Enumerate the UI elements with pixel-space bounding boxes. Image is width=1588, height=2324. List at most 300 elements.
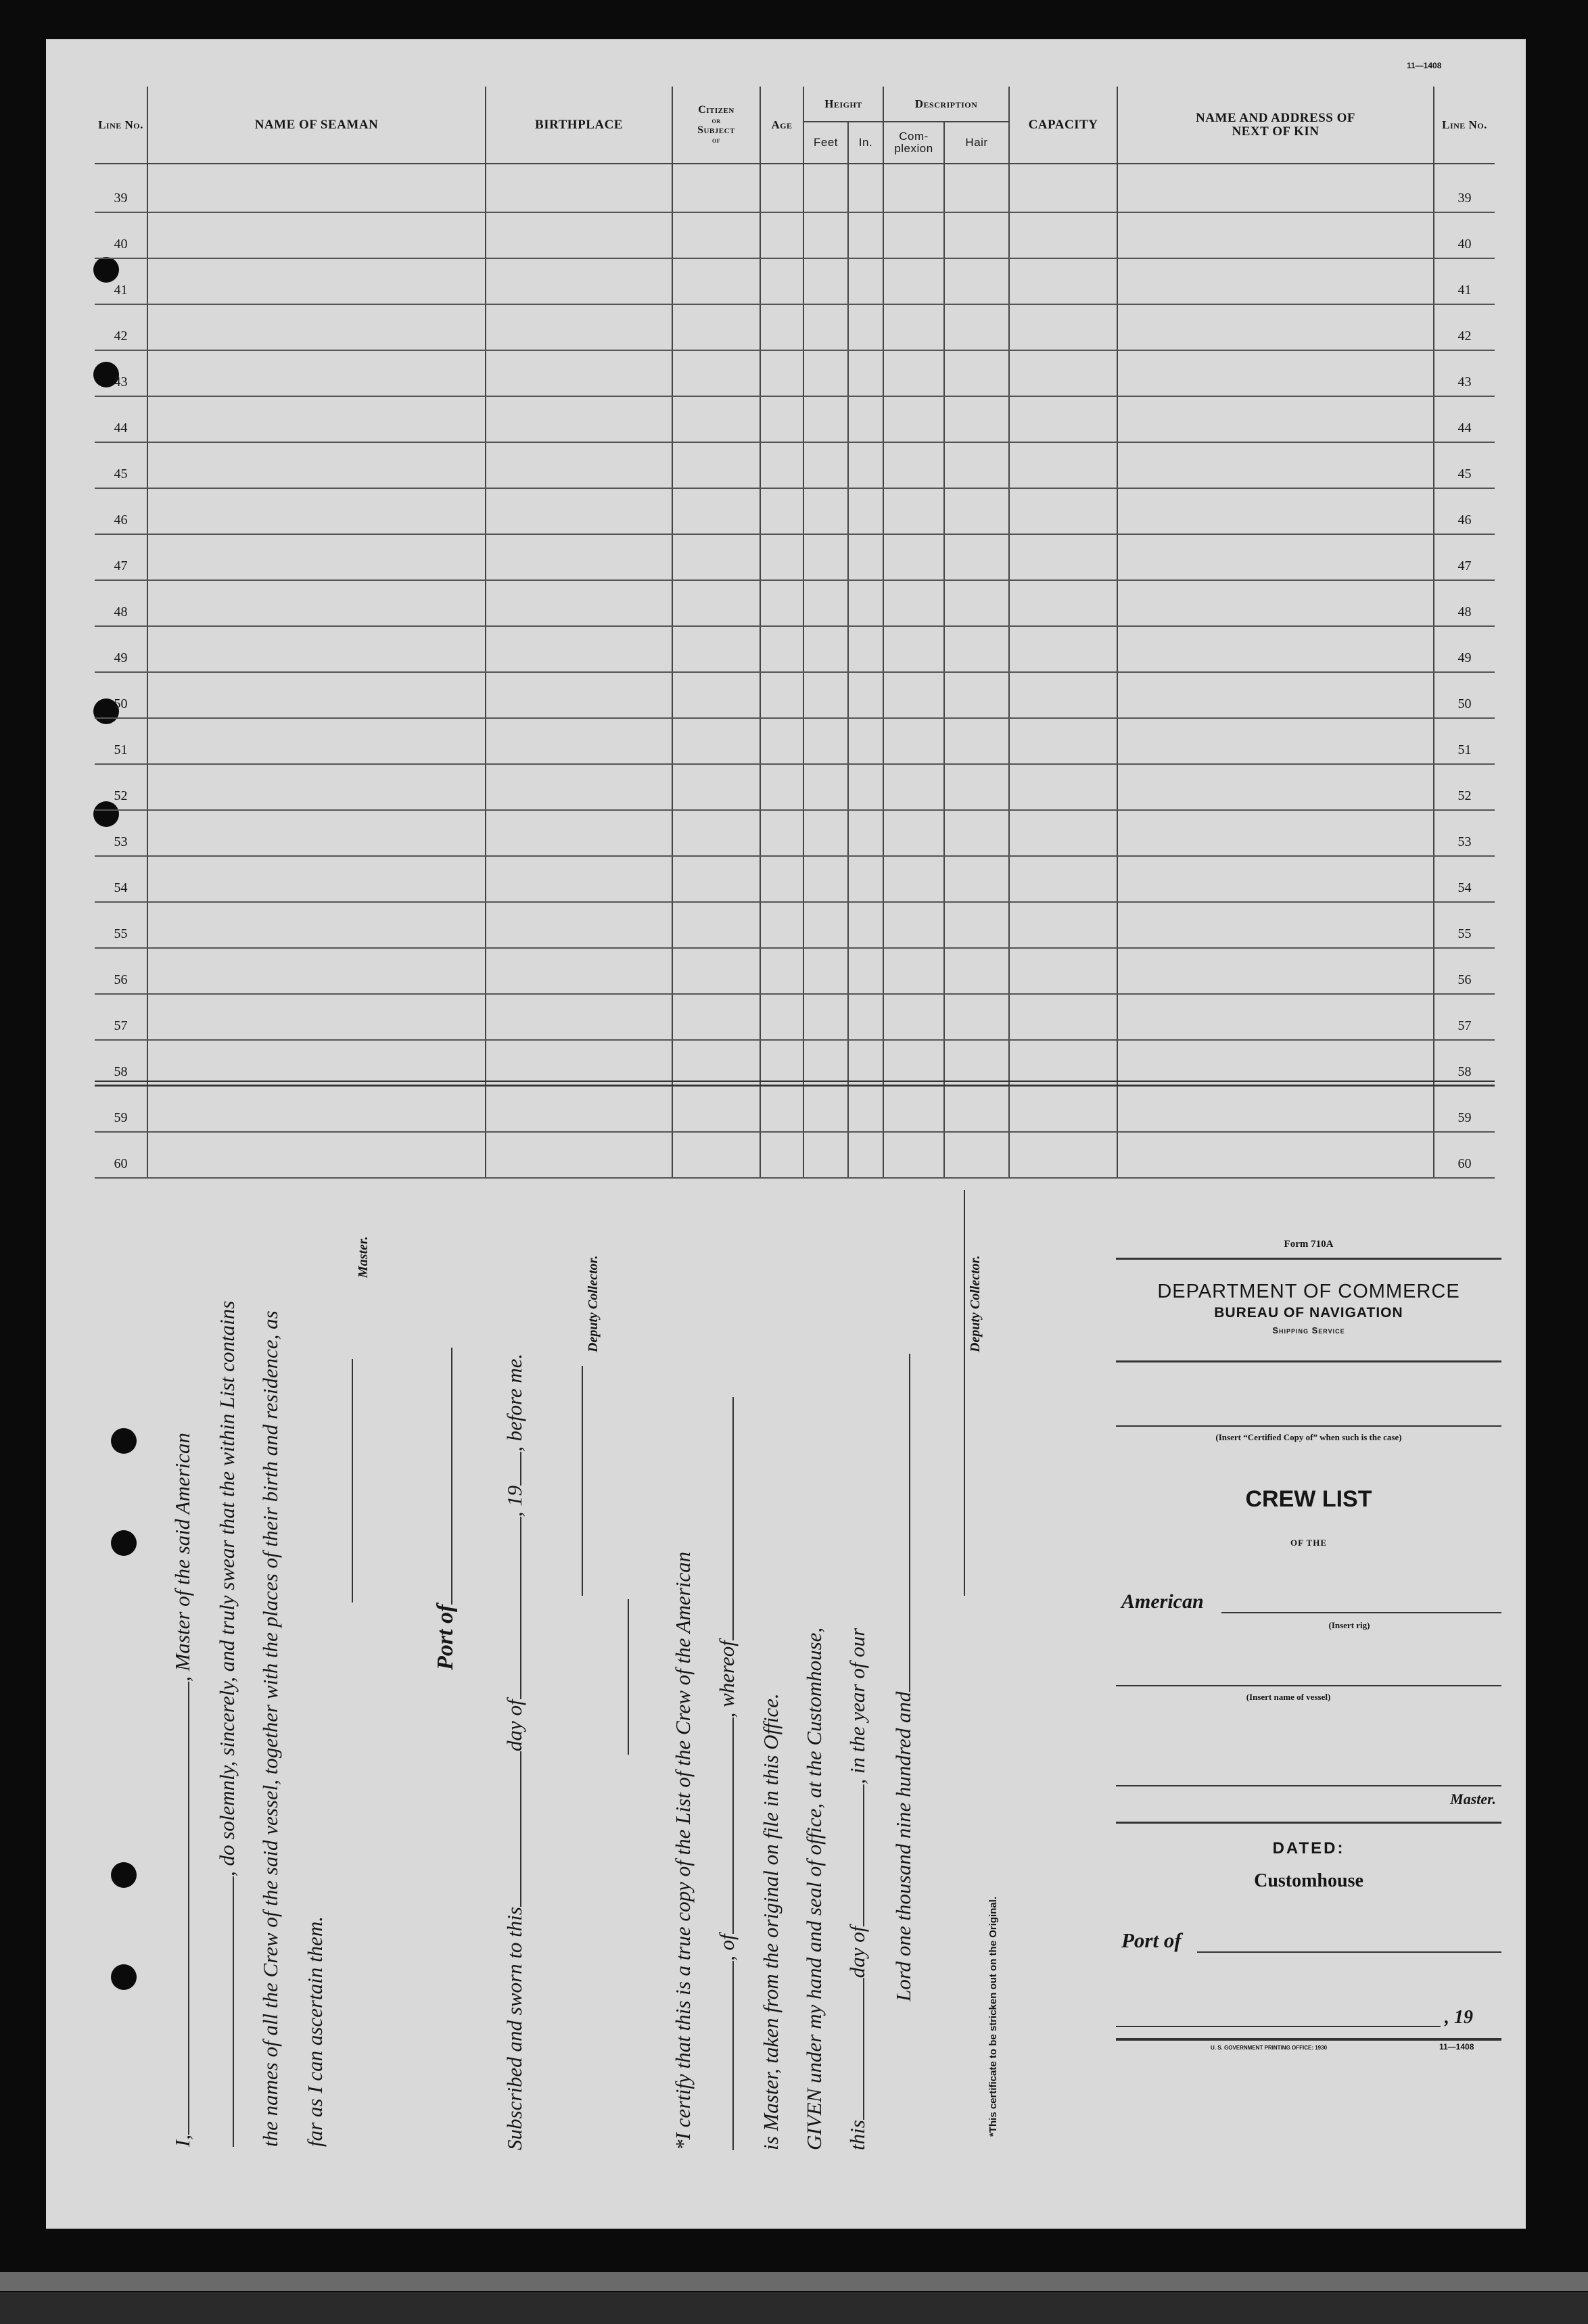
crew-cell[interactable] [944, 488, 1009, 534]
table-row [95, 350, 1495, 396]
table-row [95, 902, 1495, 948]
crew-cell[interactable] [672, 488, 760, 534]
oath-line-1: I,, Master of the said American [170, 1432, 194, 2147]
deputy-signature-line-2 [964, 1190, 965, 1596]
crew-cell[interactable] [760, 350, 803, 396]
crew-cell[interactable] [672, 994, 760, 1040]
crew-cell[interactable] [848, 580, 883, 626]
crew-cell[interactable] [147, 258, 486, 304]
line-number-right: 56 [1434, 948, 1495, 994]
crew-cell[interactable] [848, 810, 883, 856]
line-number-left: 56 [95, 948, 147, 994]
crew-cell[interactable] [848, 994, 883, 1040]
certificate-line-4: GIVEN under my hand and seal of office, at the Customhouse, [802, 1627, 826, 2150]
crew-cell[interactable] [1009, 1086, 1117, 1132]
crew-cell[interactable] [848, 212, 883, 258]
crew-cell[interactable] [803, 396, 848, 442]
crew-cell[interactable] [803, 626, 848, 672]
crew-cell[interactable] [944, 810, 1009, 856]
crew-cell[interactable] [803, 258, 848, 304]
crew-list-title: CREW LIST [1245, 1486, 1372, 1512]
crew-cell[interactable] [1117, 948, 1434, 994]
crew-cell[interactable] [760, 1086, 803, 1132]
crew-cell[interactable] [848, 718, 883, 764]
crew-cell[interactable] [760, 534, 803, 580]
crew-cell[interactable] [1117, 672, 1434, 718]
crew-cell[interactable] [147, 304, 486, 350]
crew-cell[interactable] [486, 1040, 672, 1086]
service-title: Shipping Service [1272, 1325, 1345, 1335]
crew-cell[interactable] [760, 994, 803, 1040]
crew-cell[interactable] [486, 350, 672, 396]
oath-line-2: , do solemnly, sincerely, and truly swear that the within List contains [215, 1301, 239, 2147]
line-number-right: 54 [1434, 856, 1495, 902]
master-label: Master. [356, 1236, 371, 1278]
crew-cell[interactable] [883, 350, 944, 396]
line-number-left: 54 [95, 856, 147, 902]
table-row [95, 626, 1495, 672]
crew-cell[interactable] [1117, 442, 1434, 488]
crew-cell[interactable] [672, 856, 760, 902]
crew-cell[interactable] [848, 764, 883, 810]
crew-cell[interactable] [672, 258, 760, 304]
crew-cell[interactable] [672, 1040, 760, 1086]
year-19: , 19 [1445, 2007, 1473, 2028]
crew-cell[interactable] [1117, 1132, 1434, 1178]
crew-cell[interactable] [1009, 212, 1117, 258]
table-row [95, 534, 1495, 580]
crew-cell[interactable] [147, 856, 486, 902]
col-height: Height [803, 87, 883, 122]
crew-cell[interactable] [486, 902, 672, 948]
crew-cell[interactable] [672, 810, 760, 856]
crew-cell[interactable] [147, 580, 486, 626]
crew-cell[interactable] [848, 442, 883, 488]
crew-cell[interactable] [672, 304, 760, 350]
crew-cell[interactable] [672, 672, 760, 718]
table-bottom-rule [95, 1081, 1495, 1086]
crew-cell[interactable] [883, 258, 944, 304]
crew-cell[interactable] [803, 856, 848, 902]
line-number-left: 52 [95, 764, 147, 810]
crew-cell[interactable] [147, 810, 486, 856]
crew-cell[interactable] [147, 350, 486, 396]
crew-cell[interactable] [944, 1132, 1009, 1178]
crew-cell[interactable] [1117, 258, 1434, 304]
line-number-left: 51 [95, 718, 147, 764]
crew-cell[interactable] [1009, 534, 1117, 580]
crew-cell[interactable] [944, 396, 1009, 442]
crew-cell[interactable] [1117, 350, 1434, 396]
of-the: OF THE [1290, 1538, 1328, 1548]
crew-cell[interactable] [147, 442, 486, 488]
crew-cell[interactable] [1009, 856, 1117, 902]
crew-cell[interactable] [883, 902, 944, 948]
crew-cell[interactable] [672, 534, 760, 580]
crew-cell[interactable] [803, 350, 848, 396]
table-row [95, 856, 1495, 902]
crew-cell[interactable] [760, 672, 803, 718]
col-line-no-right: Line No. [1434, 87, 1495, 164]
col-feet: Feet [803, 122, 848, 164]
crew-cell[interactable] [883, 1086, 944, 1132]
certificate-line-2: , of, whereof [715, 1397, 739, 2150]
crew-cell[interactable] [1009, 994, 1117, 1040]
deputy-collector-1: Deputy Collector. [586, 1255, 601, 1352]
crew-cell[interactable] [1117, 810, 1434, 856]
crew-cell[interactable] [672, 442, 760, 488]
crew-cell[interactable] [803, 304, 848, 350]
crew-cell[interactable] [760, 764, 803, 810]
line-number-left: 53 [95, 810, 147, 856]
oath-line-3: the names of all the Crew of the said vessel, together with the places of their birth and residence, as [258, 1310, 282, 2147]
crew-cell[interactable] [486, 672, 672, 718]
crew-cell[interactable] [1009, 258, 1117, 304]
col-age: Age [760, 87, 803, 164]
crew-cell[interactable] [147, 764, 486, 810]
crew-cell[interactable] [486, 212, 672, 258]
crew-cell[interactable] [760, 164, 803, 212]
crew-cell[interactable] [1117, 856, 1434, 902]
crew-cell[interactable] [803, 718, 848, 764]
crew-cell[interactable] [883, 396, 944, 442]
table-row [95, 994, 1495, 1040]
crew-cell[interactable] [944, 1040, 1009, 1086]
crew-cell[interactable] [803, 212, 848, 258]
crew-cell[interactable] [147, 994, 486, 1040]
crew-cell[interactable] [760, 1040, 803, 1086]
crew-cell[interactable] [848, 626, 883, 672]
crew-cell[interactable] [803, 948, 848, 994]
table-row [95, 258, 1495, 304]
line-number-left: 42 [95, 304, 147, 350]
crew-cell[interactable] [848, 488, 883, 534]
crew-cell[interactable] [1117, 1040, 1434, 1086]
crew-cell[interactable] [147, 1086, 486, 1132]
crew-cell[interactable] [1117, 164, 1434, 212]
crew-cell[interactable] [760, 1132, 803, 1178]
crew-cell[interactable] [760, 810, 803, 856]
crew-cell[interactable] [944, 350, 1009, 396]
crew-cell[interactable] [803, 1040, 848, 1086]
crew-cell[interactable] [486, 810, 672, 856]
crew-cell[interactable] [944, 304, 1009, 350]
crew-cell[interactable] [147, 534, 486, 580]
crew-cell[interactable] [848, 258, 883, 304]
crew-cell[interactable] [883, 994, 944, 1040]
crew-cell[interactable] [147, 488, 486, 534]
crew-cell[interactable] [672, 1086, 760, 1132]
crew-cell[interactable] [1117, 396, 1434, 442]
crew-cell[interactable] [944, 258, 1009, 304]
crew-cell[interactable] [760, 304, 803, 350]
crew-cell[interactable] [1009, 810, 1117, 856]
col-inches: In. [848, 122, 883, 164]
table-row [95, 1086, 1495, 1132]
crew-cell[interactable] [760, 718, 803, 764]
crew-cell[interactable] [848, 164, 883, 212]
crew-cell[interactable] [1117, 1086, 1434, 1132]
line-number-left: 43 [95, 350, 147, 396]
crew-cell[interactable] [1009, 626, 1117, 672]
line-number-right: 46 [1434, 488, 1495, 534]
table-row [95, 810, 1495, 856]
table-row [95, 672, 1495, 718]
crew-cell[interactable] [944, 580, 1009, 626]
crew-cell[interactable] [883, 1040, 944, 1086]
crew-cell[interactable] [803, 994, 848, 1040]
crew-cell[interactable] [486, 488, 672, 534]
crew-cell[interactable] [760, 902, 803, 948]
crew-cell[interactable] [1009, 672, 1117, 718]
crew-cell[interactable] [1009, 442, 1117, 488]
crew-cell[interactable] [760, 396, 803, 442]
crew-cell[interactable] [486, 1086, 672, 1132]
crew-cell[interactable] [486, 626, 672, 672]
line-number-right: 42 [1434, 304, 1495, 350]
crew-cell[interactable] [803, 1086, 848, 1132]
crew-cell[interactable] [1117, 902, 1434, 948]
crew-cell[interactable] [848, 350, 883, 396]
crew-cell[interactable] [486, 764, 672, 810]
crew-cell[interactable] [944, 718, 1009, 764]
crew-cell[interactable] [944, 212, 1009, 258]
crew-cell[interactable] [883, 580, 944, 626]
crew-cell[interactable] [803, 580, 848, 626]
line-number-left: 41 [95, 258, 147, 304]
crew-cell[interactable] [147, 948, 486, 994]
crew-cell[interactable] [486, 258, 672, 304]
crew-cell[interactable] [486, 994, 672, 1040]
crew-cell[interactable] [883, 442, 944, 488]
crew-cell[interactable] [486, 856, 672, 902]
crew-cell[interactable] [1117, 994, 1434, 1040]
line-number-left: 57 [95, 994, 147, 1040]
crew-cell[interactable] [944, 442, 1009, 488]
line-number-right: 57 [1434, 994, 1495, 1040]
crew-cell[interactable] [672, 626, 760, 672]
crew-cell[interactable] [803, 764, 848, 810]
crew-cell[interactable] [1009, 902, 1117, 948]
crew-cell[interactable] [1009, 580, 1117, 626]
crew-cell[interactable] [1009, 488, 1117, 534]
port-of-label: Port of [1121, 1928, 1182, 1952]
crew-cell[interactable] [147, 164, 486, 212]
crew-cell[interactable] [803, 534, 848, 580]
crew-cell[interactable] [1117, 718, 1434, 764]
crew-cell[interactable] [760, 580, 803, 626]
line-number-right: 60 [1434, 1132, 1495, 1178]
crew-cell[interactable] [760, 626, 803, 672]
table-row [95, 488, 1495, 534]
crew-cell[interactable] [803, 488, 848, 534]
crew-cell[interactable] [944, 856, 1009, 902]
line-number-right: 47 [1434, 534, 1495, 580]
crew-cell[interactable] [760, 442, 803, 488]
crew-cell[interactable] [944, 948, 1009, 994]
crew-cell[interactable] [486, 534, 672, 580]
crew-cell[interactable] [486, 304, 672, 350]
line-number-left: 59 [95, 1086, 147, 1132]
crew-cell[interactable] [672, 580, 760, 626]
crew-cell[interactable] [1009, 718, 1117, 764]
line-number-left: 55 [95, 902, 147, 948]
crew-cell[interactable] [848, 948, 883, 994]
crew-cell[interactable] [883, 856, 944, 902]
col-name-of-seaman: NAME OF SEAMAN [147, 87, 486, 164]
crew-cell[interactable] [760, 258, 803, 304]
table-row [95, 764, 1495, 810]
table-row [95, 212, 1495, 258]
crew-cell[interactable] [848, 534, 883, 580]
crew-cell[interactable] [883, 488, 944, 534]
printing-office: U. S. GOVERNMENT PRINTING OFFICE: 1930 [1211, 2045, 1328, 2051]
table-row [95, 718, 1495, 764]
crew-cell[interactable] [672, 164, 760, 212]
crew-cell[interactable] [883, 810, 944, 856]
crew-cell[interactable] [1009, 764, 1117, 810]
crew-cell[interactable] [147, 212, 486, 258]
line-number-left: 40 [95, 212, 147, 258]
crew-cell[interactable] [147, 1132, 486, 1178]
crew-cell[interactable] [848, 1040, 883, 1086]
table-row [95, 396, 1495, 442]
col-citizen: Citizen or Subject of [672, 87, 760, 164]
crew-cell[interactable] [486, 164, 672, 212]
crew-cell[interactable] [944, 534, 1009, 580]
crew-cell[interactable] [944, 626, 1009, 672]
crew-table [95, 87, 1495, 1179]
crew-cell[interactable] [1009, 1132, 1117, 1178]
crew-cell[interactable] [848, 902, 883, 948]
crew-cell[interactable] [803, 442, 848, 488]
line-number-left: 45 [95, 442, 147, 488]
crew-cell[interactable] [672, 212, 760, 258]
crew-cell[interactable] [1009, 164, 1117, 212]
crew-cell[interactable] [944, 164, 1009, 212]
crew-cell[interactable] [803, 164, 848, 212]
crew-cell[interactable] [1117, 764, 1434, 810]
line-number-right: 40 [1434, 212, 1495, 258]
crew-cell[interactable] [486, 718, 672, 764]
line-number-right: 45 [1434, 442, 1495, 488]
crew-cell[interactable] [883, 948, 944, 994]
crew-cell[interactable] [147, 718, 486, 764]
crew-cell[interactable] [672, 948, 760, 994]
col-description: Description [883, 87, 1009, 122]
table-row [95, 304, 1495, 350]
crew-cell[interactable] [1117, 534, 1434, 580]
crew-cell[interactable] [486, 948, 672, 994]
crew-cell[interactable] [1117, 304, 1434, 350]
line-number-right: 59 [1434, 1086, 1495, 1132]
crew-cell[interactable] [883, 164, 944, 212]
crew-cell[interactable] [147, 672, 486, 718]
crew-cell[interactable] [803, 902, 848, 948]
crew-cell[interactable] [848, 1086, 883, 1132]
crew-cell[interactable] [883, 1132, 944, 1178]
crew-cell[interactable] [883, 212, 944, 258]
crew-cell[interactable] [486, 580, 672, 626]
table-row [95, 1040, 1495, 1086]
crew-cell[interactable] [760, 856, 803, 902]
crew-cell[interactable] [672, 764, 760, 810]
crew-cell[interactable] [760, 948, 803, 994]
line-number-left: 46 [95, 488, 147, 534]
crew-cell[interactable] [1117, 488, 1434, 534]
crew-cell[interactable] [672, 902, 760, 948]
crew-cell[interactable] [672, 350, 760, 396]
crew-cell[interactable] [883, 764, 944, 810]
crew-cell[interactable] [147, 1040, 486, 1086]
punch-hole [111, 1428, 137, 1454]
crew-cell[interactable] [803, 672, 848, 718]
crew-cell[interactable] [883, 718, 944, 764]
crew-cell[interactable] [848, 304, 883, 350]
crew-cell[interactable] [883, 534, 944, 580]
line-number-right: 50 [1434, 672, 1495, 718]
crew-cell[interactable] [883, 626, 944, 672]
deputy-collector-2: Deputy Collector. [968, 1255, 983, 1352]
line-number-left: 39 [95, 164, 147, 212]
crew-cell[interactable] [486, 1132, 672, 1178]
col-next-of-kin: NAME AND ADDRESS OF NEXT OF KIN [1117, 87, 1434, 164]
crew-cell[interactable] [1117, 212, 1434, 258]
crew-cell[interactable] [1009, 948, 1117, 994]
line-number-right: 53 [1434, 810, 1495, 856]
crew-cell[interactable] [1117, 626, 1434, 672]
crew-cell[interactable] [147, 396, 486, 442]
crew-cell[interactable] [1009, 350, 1117, 396]
crew-cell[interactable] [848, 396, 883, 442]
crew-cell[interactable] [1009, 304, 1117, 350]
crew-cell[interactable] [944, 902, 1009, 948]
certificate-line-5: thisday of, in the year of our [845, 1628, 869, 2150]
crew-cell[interactable] [760, 212, 803, 258]
crew-cell[interactable] [848, 856, 883, 902]
crew-cell[interactable] [944, 994, 1009, 1040]
crew-cell[interactable] [944, 672, 1009, 718]
crew-cell[interactable] [486, 442, 672, 488]
crew-cell[interactable] [944, 1086, 1009, 1132]
crew-cell[interactable] [944, 764, 1009, 810]
crew-cell[interactable] [803, 810, 848, 856]
insert-vessel-note: (Insert name of vessel) [1246, 1692, 1331, 1702]
crew-cell[interactable] [1009, 396, 1117, 442]
crew-cell[interactable] [883, 304, 944, 350]
crew-cell[interactable] [147, 626, 486, 672]
table-row [95, 1132, 1495, 1178]
table-row [95, 442, 1495, 488]
crew-cell[interactable] [883, 672, 944, 718]
crew-cell[interactable] [760, 488, 803, 534]
crew-cell[interactable] [1009, 1040, 1117, 1086]
crew-cell[interactable] [486, 396, 672, 442]
subscribed-line: Subscribed and sworn to thisday of, 19, before me. [503, 1353, 526, 2150]
crew-cell[interactable] [1117, 580, 1434, 626]
crew-cell[interactable] [672, 718, 760, 764]
certificate-line-6: Lord one thousand nine hundred and [891, 1354, 916, 2001]
crew-cell[interactable] [672, 1132, 760, 1178]
cover-panel [1116, 1237, 1501, 2076]
crew-cell[interactable] [848, 672, 883, 718]
crew-cell[interactable] [672, 396, 760, 442]
line-number-left: 60 [95, 1132, 147, 1178]
crew-cell[interactable] [803, 1132, 848, 1178]
bureau-title: BUREAU OF NAVIGATION [1214, 1305, 1403, 1321]
crew-cell[interactable] [848, 1132, 883, 1178]
crew-cell[interactable] [147, 902, 486, 948]
